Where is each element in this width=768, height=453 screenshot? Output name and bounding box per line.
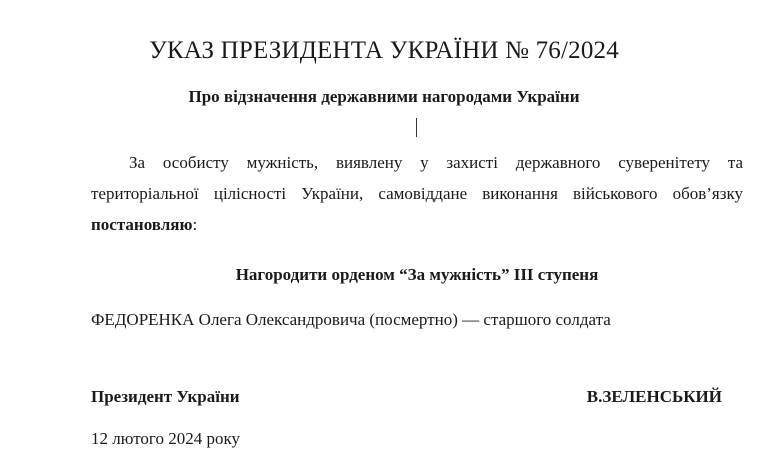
decree-body-paragraph	[91, 147, 743, 240]
decree-body-emphasis: постановляю	[91, 215, 193, 234]
award-heading: Нагородити орденом “За мужність” ІІІ ступеня	[235, 265, 599, 284]
signature-position: Президент України	[91, 387, 240, 406]
signature-name: В.ЗЕЛЕНСЬКИЙ	[586, 387, 722, 406]
decree-body-text: За особисту мужність, виявлену у захисті державного суверенітету та територіальної цілісності України, самовіддане виконання військового обов’язку	[91, 153, 743, 203]
text-cursor	[416, 118, 417, 137]
decree-title: УКАЗ ПРЕЗИДЕНТА УКРАЇНИ № 76/2024	[149, 37, 619, 64]
decree-body-suffix: :	[192, 215, 198, 234]
recipient-line: ФЕДОРЕНКА Олега Олександровича (посмертно) — старшого солдата	[91, 310, 611, 329]
decree-date: 12 лютого 2024 року	[91, 429, 240, 448]
decree-subtitle: Про відзначення державними нагородами України	[188, 87, 580, 106]
